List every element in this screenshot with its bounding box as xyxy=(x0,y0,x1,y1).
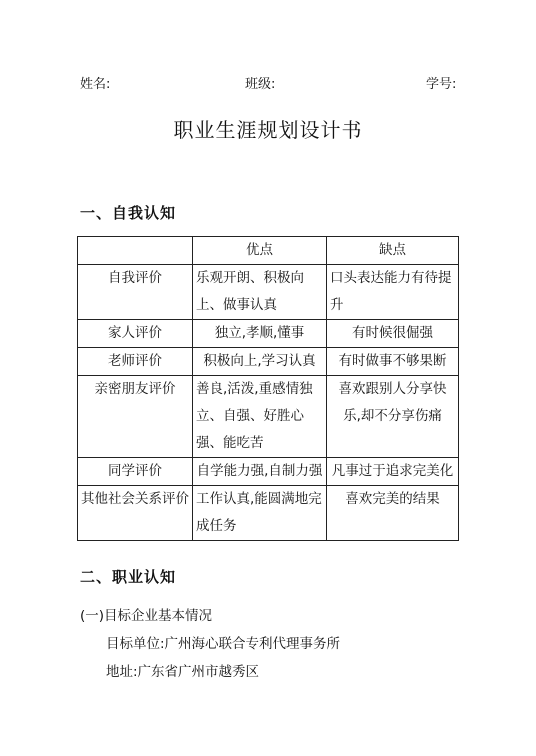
row-label: 老师评价 xyxy=(78,348,193,376)
row-label: 自我评价 xyxy=(78,265,193,320)
row-label: 亲密朋友评价 xyxy=(78,376,193,458)
section1-heading: 一、自我认知 xyxy=(80,204,177,222)
weaknesses-header: 缺点 xyxy=(327,237,459,265)
class-label: 班级: xyxy=(245,77,276,92)
weaknesses-cell: 有时做事不够果断 xyxy=(327,348,459,376)
table-row xyxy=(78,486,459,541)
student-id-label: 学号: xyxy=(426,77,457,92)
table-row xyxy=(78,320,459,348)
row-label: 同学评价 xyxy=(78,458,193,486)
table-row xyxy=(78,265,459,320)
table-header-row xyxy=(78,237,459,265)
row-label: 家人评价 xyxy=(78,320,193,348)
document-title: 职业生涯规划设计书 xyxy=(173,118,363,142)
table-row xyxy=(78,376,459,458)
weaknesses-cell: 凡事过于追求完美化 xyxy=(327,458,459,486)
table-row xyxy=(78,458,459,486)
strengths-cell: 乐观开朗、积极向上、做事认真 xyxy=(193,265,327,320)
table-corner-cell xyxy=(78,237,193,265)
weaknesses-cell: 有时候很倔强 xyxy=(327,320,459,348)
weaknesses-cell: 喜欢跟别人分享快乐,却不分享伤痛 xyxy=(327,376,459,458)
target-unit-line: 目标单位:广州海心联合专利代理事务所 xyxy=(106,636,341,652)
strengths-cell: 善良,活泼,重感情独立、自强、好胜心强、能吃苦 xyxy=(193,376,327,458)
strengths-cell: 自学能力强,自制力强 xyxy=(193,458,327,486)
strengths-cell: 积极向上,学习认真 xyxy=(193,348,327,376)
row-label: 其他社会关系评价 xyxy=(78,486,193,541)
weaknesses-cell: 口头表达能力有待提升 xyxy=(327,265,459,320)
table-row xyxy=(78,348,459,376)
weaknesses-cell: 喜欢完美的结果 xyxy=(327,486,459,541)
address-line: 地址:广东省广州市越秀区 xyxy=(106,664,260,680)
strengths-header: 优点 xyxy=(193,237,327,265)
strengths-cell: 工作认真,能圆满地完成任务 xyxy=(193,486,327,541)
section2-subheading: (一)目标企业基本情况 xyxy=(80,608,213,624)
name-label: 姓名: xyxy=(80,77,111,92)
strengths-cell: 独立,孝顺,懂事 xyxy=(193,320,327,348)
section2-heading: 二、职业认知 xyxy=(80,568,177,586)
self-assessment-table xyxy=(77,236,459,541)
